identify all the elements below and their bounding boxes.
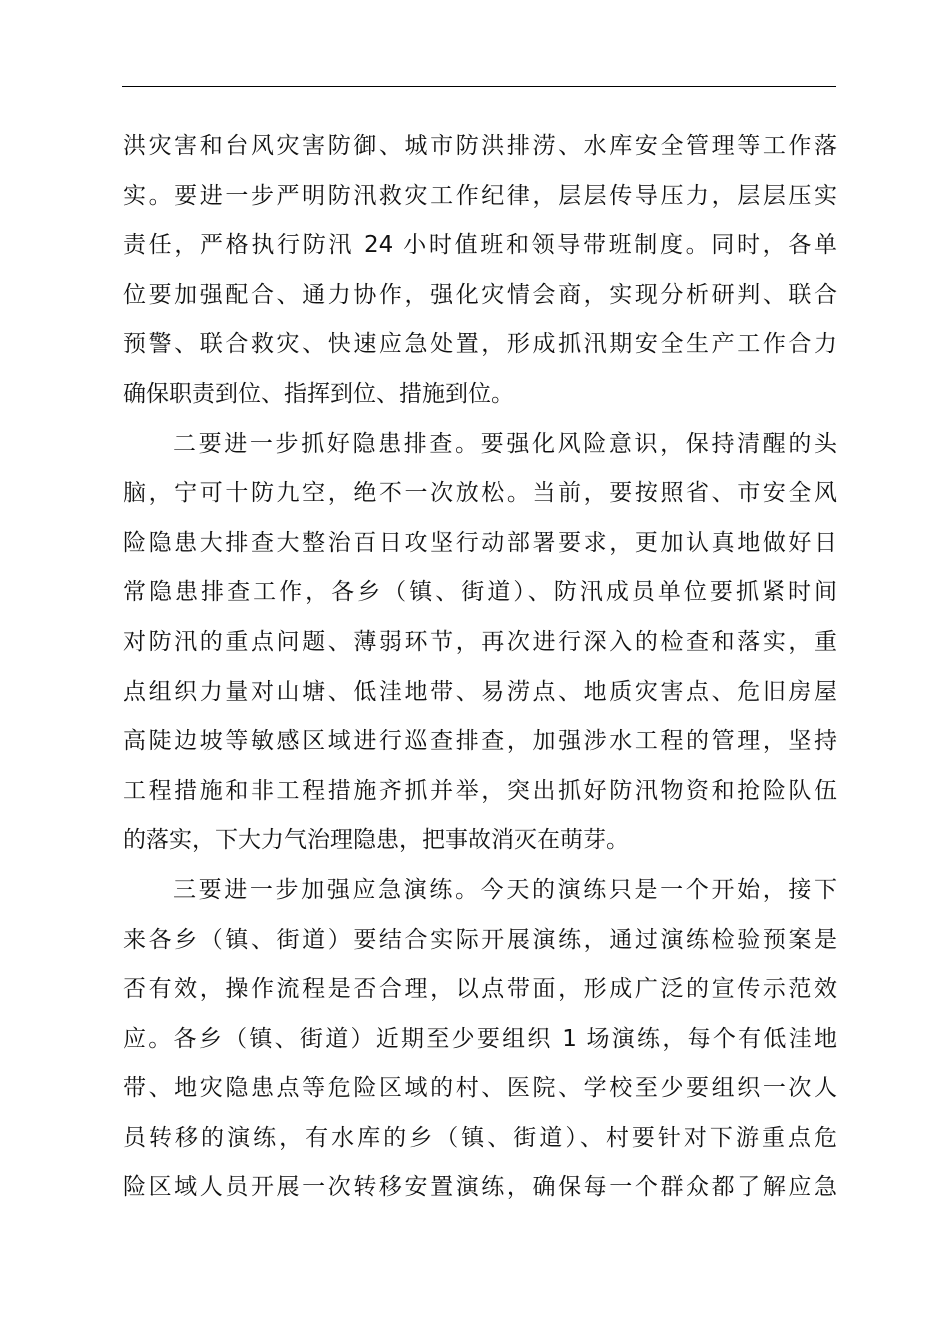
text-line: 脑，宁可十防九空，绝不一次放松。当前，要按照省、市安全风	[123, 480, 837, 507]
text-line: 员转移的演练，有水库的乡（镇、街道）、村要针对下游重点危	[123, 1124, 837, 1151]
text-line: 工程措施和非工程措施齐抓并举，突出抓好防汛物资和抢险队伍	[123, 777, 837, 804]
text-line: 常隐患排查工作，各乡（镇、街道）、防汛成员单位要抓紧时间	[123, 579, 837, 606]
text-line: 应。各乡（镇、街道）近期至少要组织 1 场演练，每个有低洼地	[123, 1025, 837, 1052]
text-line: 预警、联合救灾、快速应急处置，形成抓汛期安全生产工作合力	[123, 331, 837, 358]
text-line: 二要进一步抓好隐患排查。要强化风险意识，保持清醒的头	[173, 430, 837, 457]
header-rule	[122, 86, 836, 87]
text-line: 洪灾害和台风灾害防御、城市防洪排涝、水库安全管理等工作落	[123, 133, 837, 159]
text-line: 的落实，下大力气治理隐患，把事故消灭在萌芽。	[123, 827, 629, 854]
text-line: 实。要进一步严明防汛救灾工作纪律，层层传导压力，层层压实	[123, 182, 837, 209]
text-line: 高陡边坡等敏感区域进行巡查排查，加强涉水工程的管理，坚持	[123, 728, 837, 755]
text-line: 险区域人员开展一次转移安置演练，确保每一个群众都了解应急	[123, 1174, 837, 1201]
paragraph-hazard-inspection	[123, 420, 837, 866]
paragraph-emergency-drill	[123, 866, 837, 1213]
text-line: 点组织力量对山塘、低洼地带、易涝点、地质灾害点、危旧房屋	[123, 678, 837, 705]
document-body	[123, 122, 837, 1213]
text-line: 险隐患大排查大整治百日攻坚行动部署要求，更加认真地做好日	[123, 529, 837, 556]
text-line: 来各乡（镇、街道）要结合实际开展演练，通过演练检验预案是	[123, 926, 837, 953]
text-line: 位要加强配合、通力协作，强化灾情会商，实现分析研判、联合	[123, 281, 837, 308]
text-line: 带、地灾隐患点等危险区域的村、医院、学校至少要组织一次人	[123, 1075, 837, 1102]
text-line: 三要进一步加强应急演练。今天的演练只是一个开始，接下	[173, 876, 837, 903]
text-line: 否有效，操作流程是否合理，以点带面，形成广泛的宣传示范效	[123, 976, 837, 1003]
text-line: 对防汛的重点问题、薄弱环节，再次进行深入的检查和落实，重	[123, 628, 837, 655]
text-line: 确保职责到位、指挥到位、措施到位。	[123, 380, 514, 407]
text-line: 责任，严格执行防汛 24 小时值班和领导带班制度。同时，各单	[123, 232, 837, 259]
paragraph-continued	[123, 122, 837, 420]
